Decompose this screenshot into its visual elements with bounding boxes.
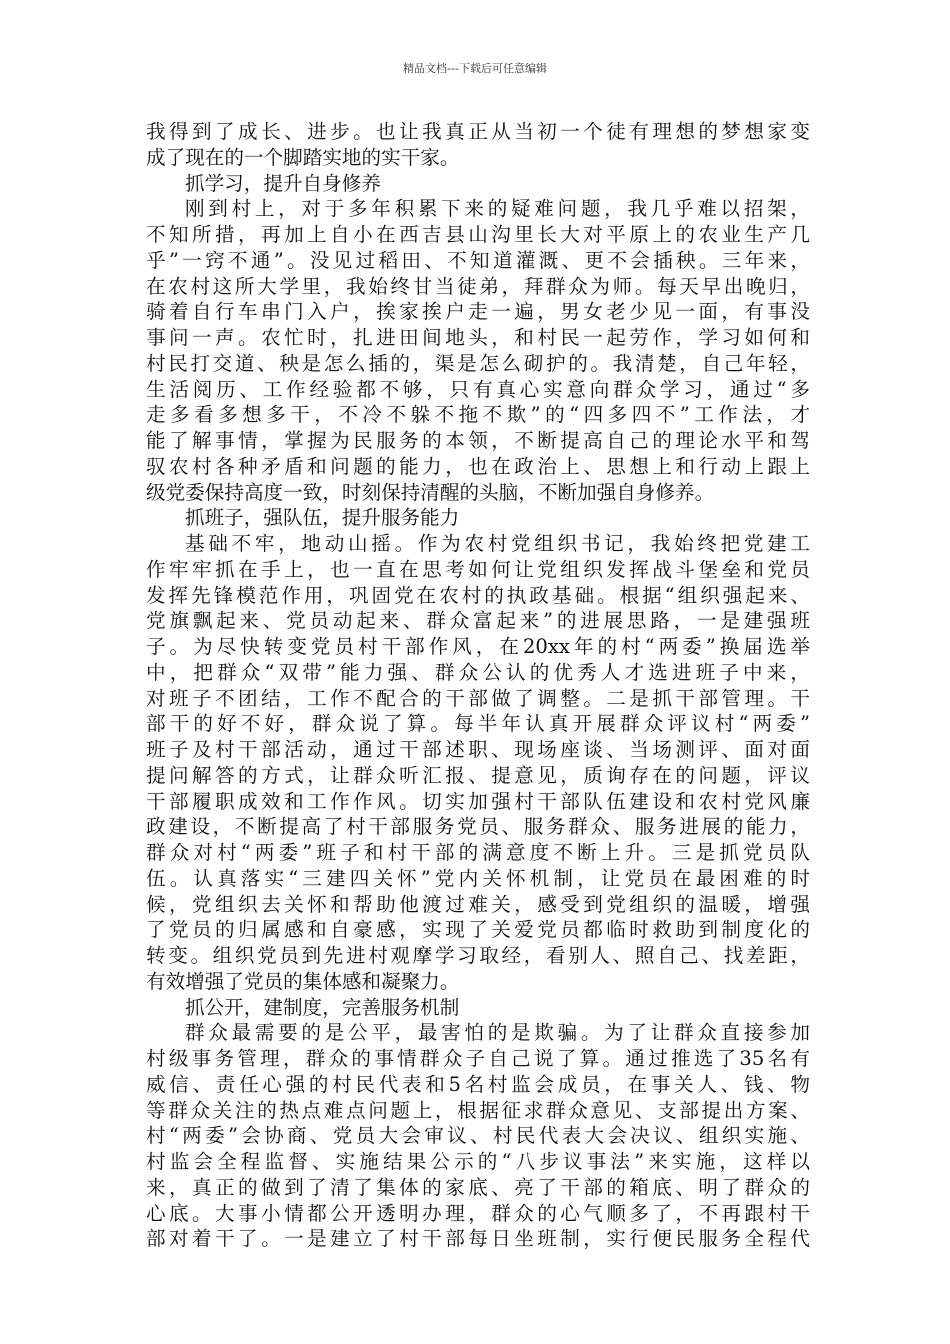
text-line: 对班子不团结，工作不配合的干部做了调整。二是抓干部管理。干 (146, 686, 810, 710)
text-line: 了党员的归属感和自豪感，实现了关爱党员都临时救助到制度化的 (146, 918, 810, 942)
text-line: 作牢牢抓在手上，也一直在思考如何让党组织发挥战斗堡垒和党员 (146, 557, 810, 581)
text-line: 发挥先锋模范作用，巩固党在农村的执政基础。根据“组织强起来、 (146, 583, 810, 607)
text-line: 村级事务管理，群众的事情群众子自己说了算。通过推选了35名有 (146, 1047, 810, 1070)
text-line: 转变。组织党员到先进村观摩学习取经，看别人、照自己、找差距， (146, 944, 810, 967)
text-line: 伍。认真落实“三建四关怀”党内关怀机制，让党员在最困难的时 (146, 866, 810, 890)
text-line: 群众最需要的是公平，最害怕的是欺骗。为了让群众直接参加 (185, 1021, 810, 1045)
text-line: 骑着自行车串门入户，挨家挨户走一遍，男女老少见一面，有事没 (146, 300, 810, 324)
text-line: 基础不牢，地动山摇。作为农村党组织书记，我始终把党建工 (185, 532, 810, 555)
text-line: 心底。大事小情都公开透明办理，群众的心气顺多了，不再跟村干 (146, 1201, 810, 1225)
text-line: 干部履职成效和工作作风。切实加强村干部队伍建设和农村党风廉 (146, 789, 810, 813)
text-line: 党旗飘起来、党员动起来、群众富起来”的进展思路，一是建强班 (146, 609, 810, 633)
text-line: 抓公开，建制度，完善服务机制 (185, 995, 460, 1019)
text-line: 有效增强了党员的集体感和凝聚力。 (146, 969, 460, 993)
text-line: 中，把群众“双带”能力强、群众公认的优秀人才选进班子中来， (146, 660, 810, 684)
text-line: 生活阅历、工作经验都不够，只有真心实意向群众学习，通过“多 (146, 377, 810, 401)
text-line: 政建设，不断提高了村干部服务党员、服务群众、服务进展的能力， (146, 815, 810, 839)
document-body (146, 119, 810, 1252)
text-line: 班子及村干部活动，通过干部述职、现场座谈、当场测评、面对面 (146, 738, 810, 761)
page-header: 精品文档---下载后可任意编辑 (403, 62, 547, 75)
text-line: 刚到村上，对于多年积累下来的疑难问题，我几乎难以招架， (185, 197, 810, 221)
text-line: 走多看多想多干，不冷不躲不拖不欺”的“四多四不”工作法，才 (146, 403, 810, 427)
text-line: 候，党组织去关怀和帮助他渡过难关，感受到党组织的温暖，增强 (146, 892, 810, 916)
text-line: 子。为尽快转变党员村干部作风，在20xx年的村“两委”换届选举 (146, 635, 810, 658)
text-line: 抓班子，强队伍，提升服务能力 (185, 506, 460, 530)
text-line: 驭农村各种矛盾和问题的能力，也在政治上、思想上和行动上跟上 (146, 454, 810, 478)
text-line: 威信、责任心强的村民代表和5名村监会成员，在事关人、钱、物 (146, 1072, 810, 1096)
text-line: 不知所措，再加上自小在西吉县山沟里长大对平原上的农业生产几 (146, 223, 810, 246)
text-line: 能了解事情，掌握为民服务的本领，不断提高自己的理论水平和驾 (146, 429, 810, 452)
text-line: 村监会全程监督、实施结果公示的“八步议事法”来实施，这样以 (146, 1150, 810, 1173)
text-line: 我得到了成长、进步。也让我真正从当初一个徒有理想的梦想家变 (146, 120, 810, 143)
text-line: 来，真正的做到了清了集体的家底、亮了干部的箱底、明了群众的 (146, 1175, 810, 1199)
text-line: 乎”一窍不通”。没见过稻田、不知道灌溉、更不会插秧。三年来， (146, 248, 810, 272)
text-line: 成了现在的一个脚踏实地的实干家。 (146, 145, 460, 169)
text-line: 部对着干了。一是建立了村干部每日坐班制，实行便民服务全程代 (146, 1227, 810, 1251)
text-line: 群众对村“两委”班子和村干部的满意度不断上升。三是抓党员队 (146, 841, 810, 864)
text-line: 抓学习，提升自身修养 (185, 171, 381, 195)
text-line: 村“两委”会协商、党员大会审议、村民代表大会决议、组织实施、 (146, 1124, 810, 1148)
text-line: 部干的好不好，群众说了算。每半年认真开展群众评议村“两委” (146, 712, 810, 736)
text-line: 级党委保持高度一致，时刻保持清醒的头脑，不断加强自身修养。 (146, 480, 715, 504)
text-line: 村民打交道、秧是怎么插的，渠是怎么砌护的。我清楚，自己年轻， (146, 351, 810, 375)
text-line: 事问一声。农忙时，扎进田间地头，和村民一起劳作，学习如何和 (146, 326, 810, 349)
text-line: 等群众关注的热点难点问题上，根据征求群众意见、支部提出方案、 (146, 1098, 810, 1122)
text-line: 在农村这所大学里，我始终甘当徒弟，拜群众为师。每天早出晚归， (146, 274, 810, 298)
text-line: 提问解答的方式，让群众听汇报、提意见，质询存在的问题，评议 (146, 763, 810, 787)
